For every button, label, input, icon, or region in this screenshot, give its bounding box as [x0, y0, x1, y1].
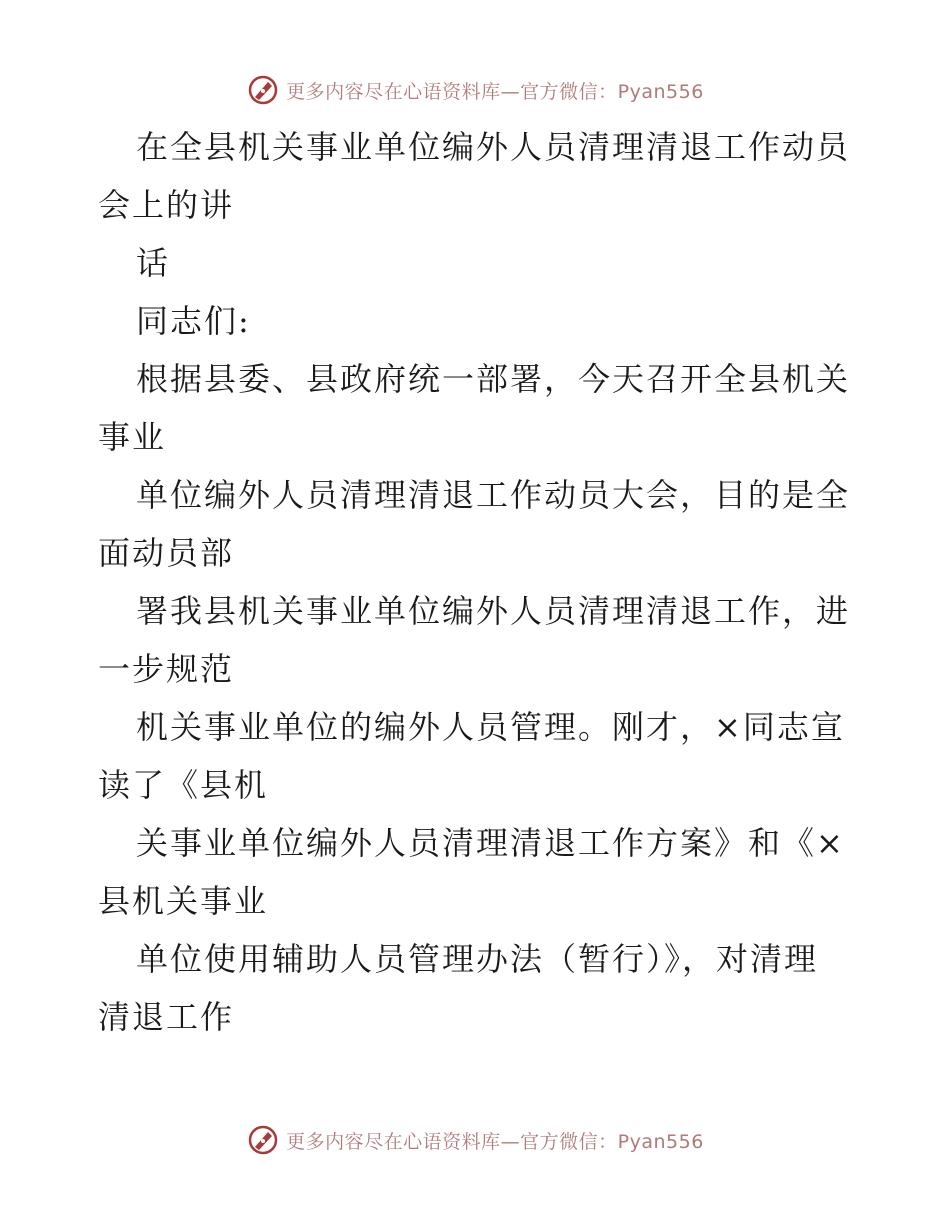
paragraph-line: 清退工作 — [98, 998, 235, 1036]
paragraph-line: 同志们: — [136, 302, 251, 340]
paragraph-line: 关事业单位编外人员清理清退工作方案》和《× — [136, 824, 845, 862]
header-watermark — [0, 70, 950, 110]
paragraph-line: 会上的讲 — [98, 186, 235, 224]
paragraph-line: 县机关事业 — [98, 882, 269, 920]
paragraph-line: 面动员部 — [98, 534, 235, 572]
watermark-text: 更多内容尽在心语资料库—官方微信：Pyan556 — [286, 80, 704, 103]
paragraph-line: 署我县机关事业单位编外人员清理清退工作，进 — [136, 592, 851, 630]
paragraph-line: 话 — [136, 244, 171, 282]
footer-watermark — [0, 1120, 950, 1160]
paragraph-line: 机关事业单位的编外人员管理。刚才，×同志宣 — [136, 708, 845, 746]
paragraph-line: 单位使用辅助人员管理办法（暂行）》，对清理 — [136, 940, 819, 978]
paragraph-line: 事业 — [98, 418, 167, 456]
pen-nib-logo-icon — [246, 1123, 280, 1157]
paragraph-line: 读了《县机 — [98, 766, 269, 804]
paragraph-line: 根据县委、县政府统一部署，今天召开全县机关 — [136, 360, 851, 398]
paragraph-line: 单位编外人员清理清退工作动员大会，目的是全 — [136, 476, 851, 514]
pen-nib-logo-icon — [246, 73, 280, 107]
watermark-text: 更多内容尽在心语资料库—官方微信：Pyan556 — [286, 1130, 704, 1153]
document-body — [98, 118, 858, 1046]
paragraph-line: 一步规范 — [98, 650, 235, 688]
paragraph-line: 在全县机关事业单位编外人员清理清退工作动员 — [136, 128, 851, 166]
